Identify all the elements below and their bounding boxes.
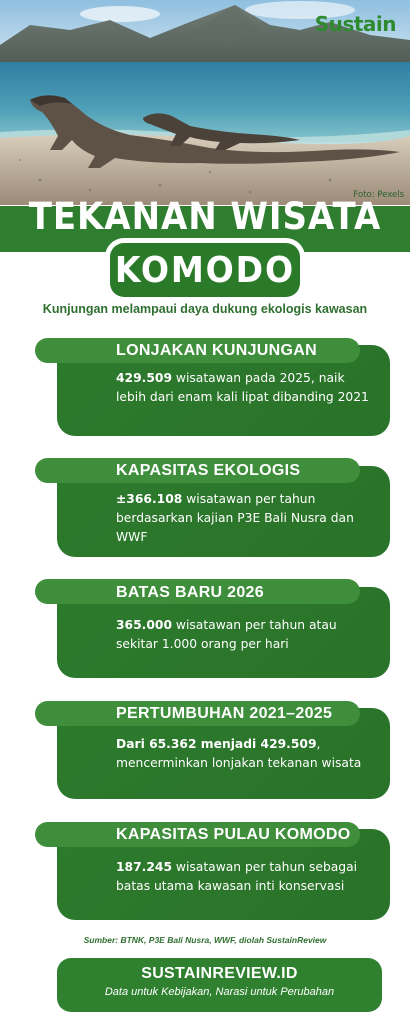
hero-photo xyxy=(0,0,410,205)
subtitle: Kunjungan melampaui daya dukung ekologis kawasan xyxy=(42,302,368,316)
card-highlight: ±366.108 xyxy=(116,492,183,506)
card-text: , mencerminkan lonjakan tekanan wisata xyxy=(116,737,362,770)
card-body xyxy=(116,616,378,654)
card-body xyxy=(116,858,378,896)
card-heading: KAPASITAS EKOLOGIS xyxy=(116,462,301,479)
footer-tagline: Data untuk Kebijakan, Narasi untuk Perubahan xyxy=(104,986,335,998)
card-heading: LONJAKAN KUNJUNGAN xyxy=(116,342,317,359)
photo-credit: Foto: Pexels xyxy=(353,190,404,200)
card-text: wisatawan per tahun sebagai batas utama kawasan inti konservasi xyxy=(116,860,358,893)
source-note: Sumber: BTNK, P3E Bali Nusra, WWF, diolah SustainReview xyxy=(83,935,327,945)
sustain-logo: Sustain xyxy=(314,12,396,36)
title-line-2: KOMODO xyxy=(114,249,296,291)
card-highlight: 429.509 xyxy=(116,371,173,385)
card-text: wisatawan pada 2025, naik lebih dari enam kali lipat dibanding 2021 xyxy=(116,371,369,404)
card-body xyxy=(116,369,378,407)
card-heading: PERTUMBUHAN 2021–2025 xyxy=(116,705,333,722)
footer-banner xyxy=(57,958,382,1012)
card-heading: KAPASITAS PULAU KOMODO xyxy=(116,826,351,843)
card-text: wisatawan per tahun atau sekitar 1.000 orang per hari xyxy=(116,618,337,651)
card-body xyxy=(116,735,378,773)
card-heading: BATAS BARU 2026 xyxy=(116,584,264,601)
card-highlight: 187.245 xyxy=(116,860,173,874)
card-highlight: 365.000 xyxy=(116,618,173,632)
title-line-1: TEKANAN WISATA xyxy=(28,195,382,238)
title-badge xyxy=(110,243,300,297)
card-body xyxy=(116,490,378,547)
card-text: wisatawan per tahun berdasarkan kajian P3E Bali Nusra dan WWF xyxy=(116,492,354,544)
card-highlight: Dari 65.362 menjadi 429.509 xyxy=(116,737,317,751)
footer-site: SUSTAINREVIEW.ID xyxy=(141,965,298,982)
